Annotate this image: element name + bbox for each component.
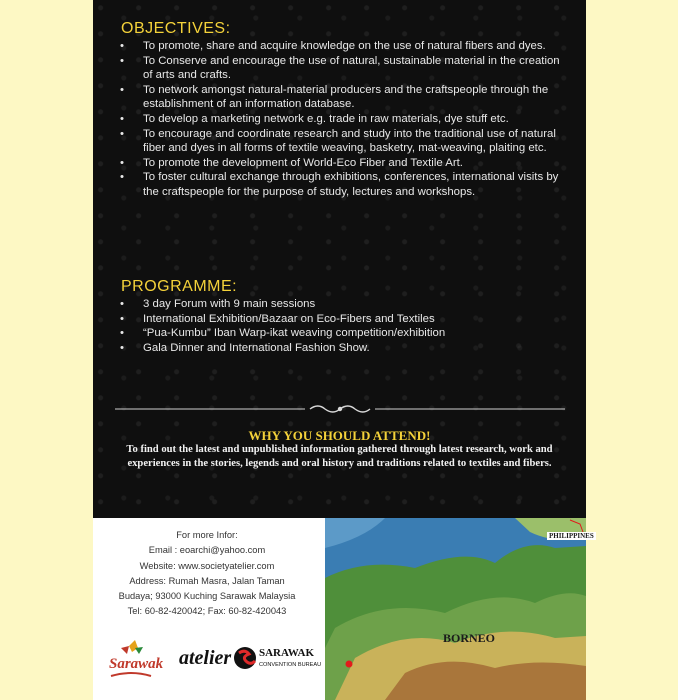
contact-info	[93, 528, 321, 620]
philippines-label: PHILIPPINES	[549, 532, 594, 540]
borneo-map	[325, 518, 594, 700]
programme-item: • “Pua-Kumbu” Iban Warp-ikat weaving competition/exhibition	[115, 326, 563, 341]
why-attend-title: WHY YOU SHOULD ATTEND!	[248, 428, 431, 443]
borneo-label: BORNEO	[443, 631, 496, 645]
contact-line: For more Infor:	[176, 530, 238, 540]
programme-item: • International Exhibition/Bazaar on Eco-Fibers and Textiles	[115, 312, 563, 327]
programme-list	[115, 297, 563, 355]
sarawak-logo-text: Sarawak	[109, 656, 164, 672]
why-attend-text: To find out the latest and unpublished information gathered through latest research, work and experiences in the stories, legends and oral history and traditions related to textiles and fibers.	[126, 444, 553, 469]
ornament-divider	[115, 404, 565, 414]
contact-address: Budaya; 93000 Kuching Sarawak Malaysia	[118, 591, 296, 602]
objective-item: • To encourage and coordinate research and study into the traditional use of natural fiber and dyes in all forms of textile weaving, basketry, mat-weaving, plaiting etc.	[115, 127, 563, 156]
sarawak-tourism-logo	[109, 640, 164, 676]
objectives-heading: OBJECTIVES:	[121, 20, 231, 37]
contact-address: Address: Rumah Masra, Jalan Taman	[129, 575, 285, 586]
atelier-logo-text: atelier	[179, 647, 232, 669]
brochure-page	[93, 0, 594, 700]
footer-panel	[93, 518, 594, 700]
contact-phone: Tel: 60-82-420042; Fax: 60-82-420043	[127, 606, 287, 617]
programme-item: • Gala Dinner and International Fashion Show.	[115, 341, 563, 356]
objective-item: • To foster cultural exchange through exhibitions, conferences, international visits by the craftspeople for the purpose of study, lectures and workshops.	[115, 170, 563, 199]
sponsor-logos	[107, 638, 322, 694]
scb-title: SARAWAK	[259, 647, 315, 659]
programme-item: • 3 day Forum with 9 main sessions	[115, 297, 563, 312]
objectives-list	[115, 39, 563, 200]
map-illustration	[325, 518, 586, 700]
contact-email: Email : eoarchi@yahoo.com	[148, 545, 266, 556]
objective-item: • To develop a marketing network e.g. trade in raw materials, dye stuff etc.	[115, 112, 563, 127]
programme-heading: PROGRAMME:	[121, 278, 238, 295]
objective-item: • To Conserve and encourage the use of natural, sustainable material in the creation of arts and crafts.	[115, 54, 563, 83]
objective-item: • To promote, share and acquire knowledge on the use of natural fibers and dyes.	[115, 39, 563, 54]
objective-item: • To network amongst natural-material producers and the craftspeople through the establishment of an information database.	[115, 83, 563, 112]
atelier-logo	[179, 647, 231, 669]
scb-subtitle: CONVENTION BUREAU	[259, 662, 322, 668]
kuching-marker	[346, 661, 353, 668]
sarawak-convention-bureau-logo	[234, 647, 321, 669]
objective-item: • To promote the development of World-Eco Fiber and Textile Art.	[115, 156, 563, 171]
contact-website: Website: www.societyatelier.com	[139, 560, 275, 571]
